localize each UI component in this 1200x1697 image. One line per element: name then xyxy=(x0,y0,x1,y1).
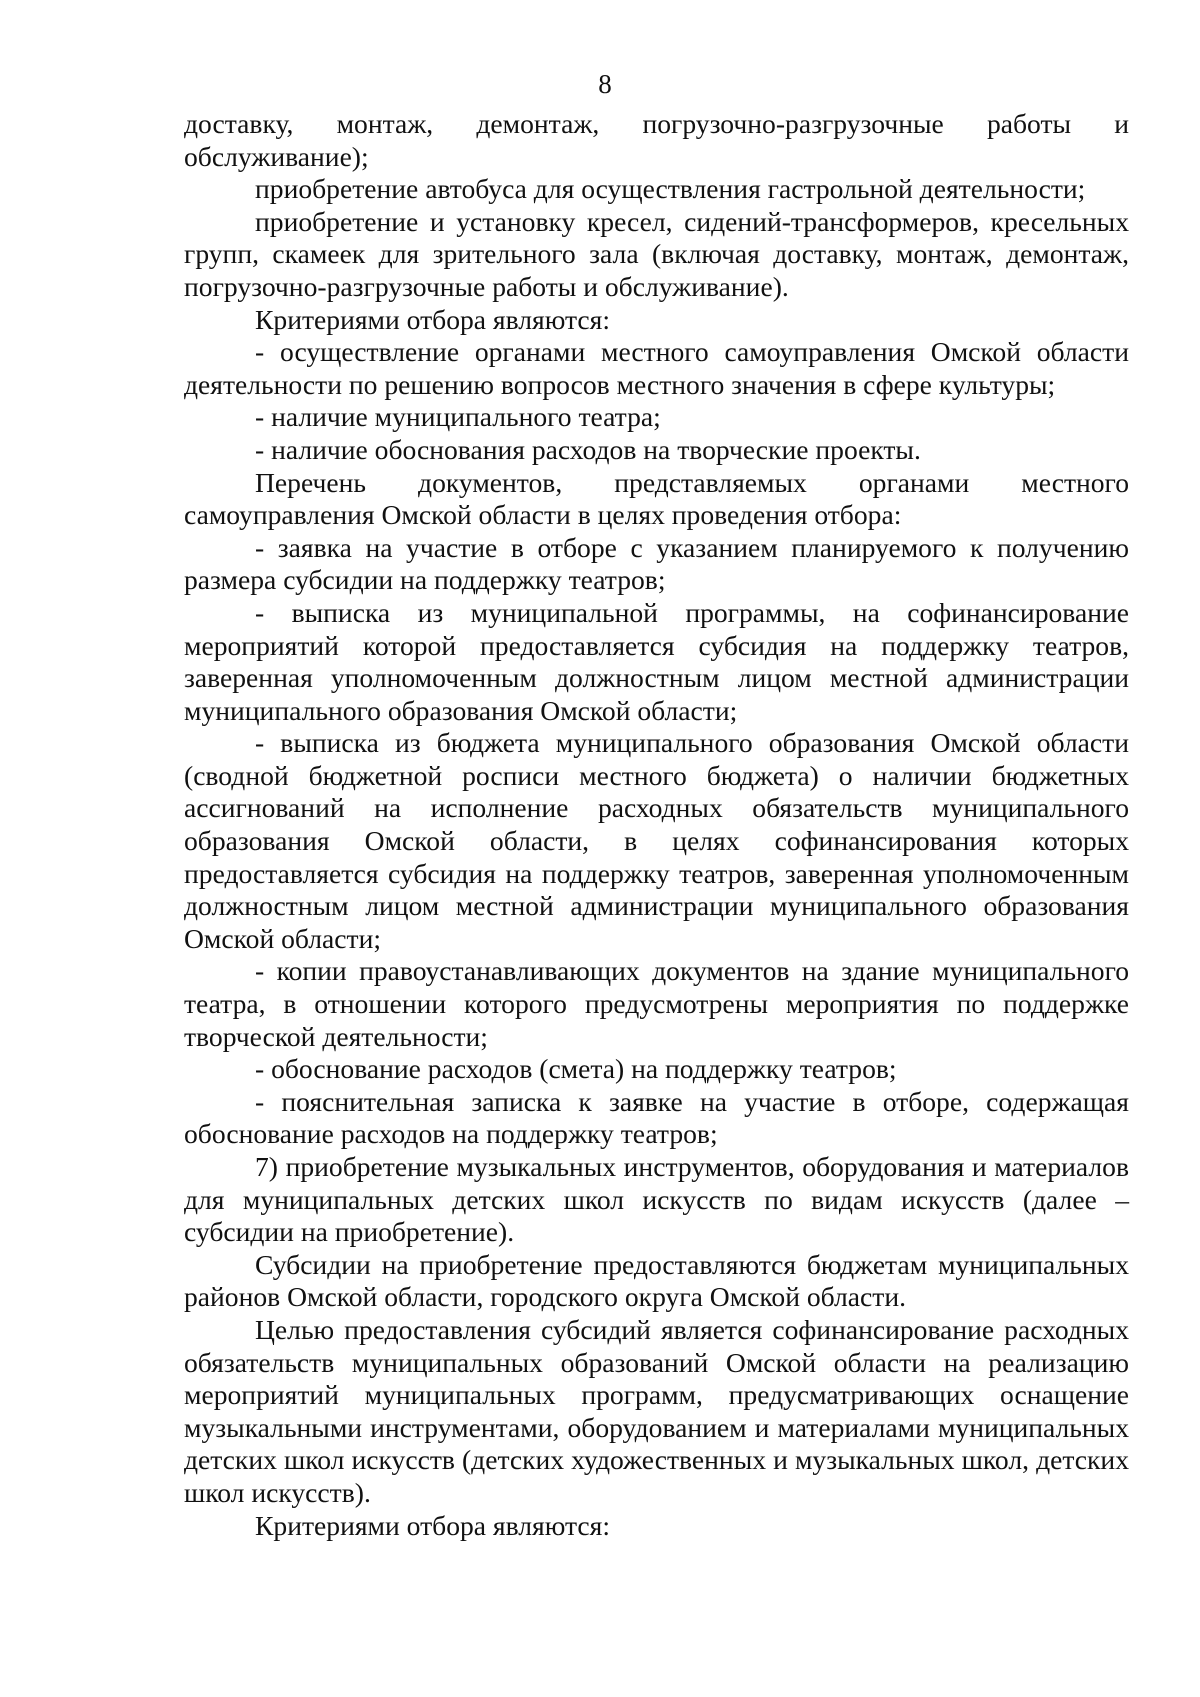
criterion-municipal-theatre: - наличие муниципального театра; xyxy=(255,401,661,433)
document-item-explanatory-note: - пояснительная записка к заявке на участие в отборе, содержащая обоснование расходов на поддержку театров; xyxy=(184,1085,1129,1150)
criterion-cost-justification: - наличие обоснования расходов на творческие проекты. xyxy=(255,433,921,465)
paragraph-item-7-instruments: 7) приобретение музыкальных инструментов, оборудования и материалов для муниципальных детских школ искусств по видам искусств (далее – субсидии на приобретение). xyxy=(184,1151,1129,1248)
paragraph-subsidy-purpose: Целью предоставления субсидий является софинансирование расходных обязательств муниципальных образований Омской области на реализацию мероприятий муниципальных программ, предусматривающих оснащение музыкальными инструментами, оборудованием и материалами муниципальных детских школ искусств (детских художественных и музыкальных школ, детских школ искусств). xyxy=(184,1313,1129,1508)
document-item-application: - заявка на участие в отборе с указанием планируемого к получению размера субсидии на поддержку театров; xyxy=(184,531,1129,596)
page-number: 8 xyxy=(598,69,612,99)
document-item-title-documents: - копии правоустанавливающих документов на здание муниципального театра, в отношении которого предусмотрены мероприятия по поддержке творческой деятельности; xyxy=(184,955,1129,1052)
criterion-local-government-activity: - осуществление органами местного самоуправления Омской области деятельности по решению вопросов местного значения в сфере культуры; xyxy=(184,336,1129,400)
document-item-cost-estimate: - обоснование расходов (смета) на поддержку театров; xyxy=(255,1053,897,1085)
paragraph-bus-purchase: приобретение автобуса для осуществления гастрольной деятельности; xyxy=(255,173,1086,205)
paragraph-selection-criteria-heading-2: Критериями отбора являются: xyxy=(255,1509,610,1541)
paragraph-subsidy-recipients: Субсидии на приобретение предоставляются бюджетам муниципальных районов Омской области, городского округа Омской области. xyxy=(184,1248,1129,1313)
paragraph-documents-list-heading: Перечень документов, представляемых органами местного самоуправления Омской области в целях проведения отбора: xyxy=(184,466,1129,531)
paragraph-seats-purchase: приобретение и установку кресел, сидений-трансформеров, кресельных групп, скамеек для зрительного зала (включая доставку, монтаж, демонтаж, погрузочно-разгрузочные работы и обслуживание). xyxy=(184,205,1129,302)
paragraph-selection-criteria-heading: Критериями отбора являются: xyxy=(255,303,610,335)
paragraph-continuation: доставку, монтаж, демонтаж, погрузочно-разгрузочные работы и обслуживание); xyxy=(184,108,1129,172)
document-body xyxy=(184,108,1129,1542)
document-item-program-extract: - выписка из муниципальной программы, на софинансирование мероприятий которой предоставляется субсидия на поддержку театров, заверенная уполномоченным должностным лицом местной администрации муниципального образования Омской области; xyxy=(184,596,1129,726)
document-item-budget-extract: - выписка из бюджета муниципального образования Омской области (сводной бюджетной росписи местного бюджета) о наличии бюджетных ассигнований на исполнение расходных обязательств муниципального образования Омской области, в целях софинансирования которых предоставляется субсидия на поддержку театров, заверенная уполномоченным должностным лицом местной администрации муниципального образования Омской области; xyxy=(184,727,1129,954)
